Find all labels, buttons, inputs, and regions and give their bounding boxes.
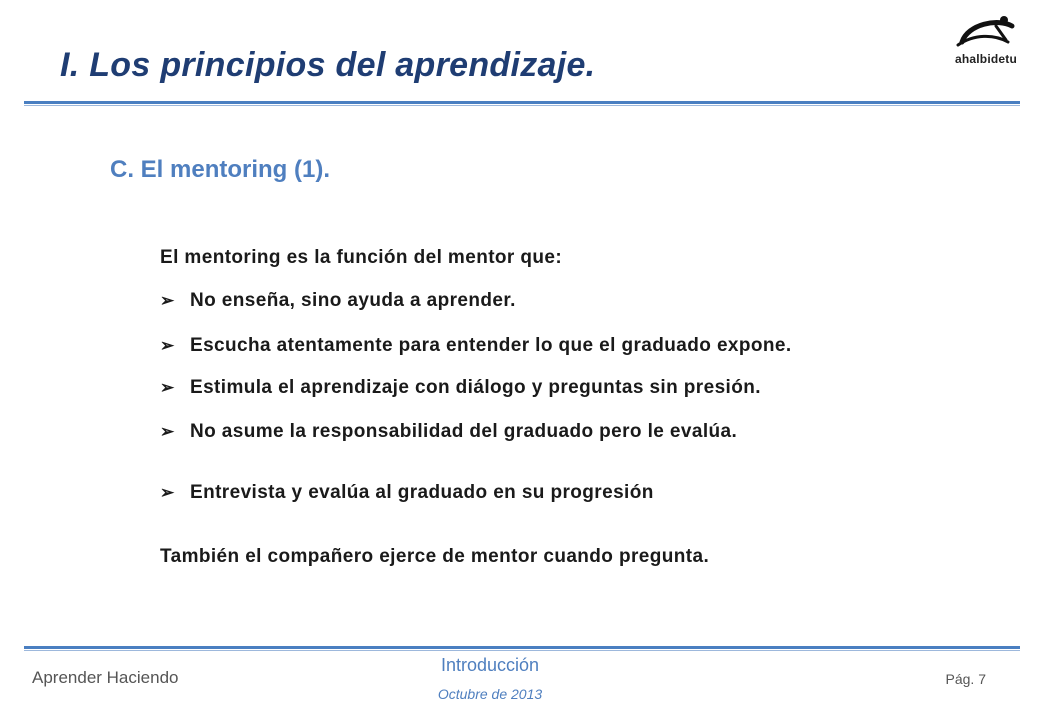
footer-divider-thin: [24, 650, 1020, 651]
section-title: C. El mentoring (1).: [110, 156, 331, 183]
arrow-bullet-icon: ➢: [160, 483, 175, 502]
bullet-text: No asume la responsabilidad del graduado pero le evalúa.: [190, 421, 738, 442]
closing-text: También el compañero ejerce de mentor cuando pregunta.: [160, 546, 710, 567]
list-item: [160, 335, 792, 357]
list-item: [160, 482, 654, 504]
arrow-bullet-icon: ➢: [160, 291, 175, 310]
list-item: [160, 290, 516, 312]
bullet-text: Entrevista y evalúa al graduado en su progresión: [190, 482, 654, 503]
ahalbidetu-logo: [948, 12, 1024, 72]
arrow-bullet-icon: ➢: [160, 422, 175, 441]
arrow-bullet-icon: ➢: [160, 378, 175, 397]
footer-divider: [24, 646, 1020, 649]
slide-body: [160, 247, 980, 567]
ahalbidetu-logo-icon: [948, 12, 1024, 52]
intro-text: El mentoring es la función del mentor que:: [160, 247, 563, 268]
list-item: [160, 421, 737, 443]
title-divider: [24, 101, 1020, 104]
footer-course-name: Aprender Haciendo: [32, 668, 179, 687]
footer-section-name: Introducción: [440, 655, 540, 675]
footer-date: Octubre de 2013: [437, 686, 543, 702]
list-item: [160, 377, 761, 399]
bullet-text: Estimula el aprendizaje con diálogo y preguntas sin presión.: [190, 377, 761, 398]
arrow-bullet-icon: ➢: [160, 336, 175, 355]
bullet-text: No enseña, sino ayuda a aprender.: [190, 290, 516, 311]
slide-title: I. Los principios del aprendizaje.: [60, 46, 596, 84]
title-divider-thin: [24, 105, 1020, 106]
logo-wordmark: ahalbidetu: [954, 52, 1017, 66]
bullet-text: Escucha atentamente para entender lo que el graduado expone.: [190, 335, 792, 356]
page-number: Pág. 7: [945, 671, 986, 687]
